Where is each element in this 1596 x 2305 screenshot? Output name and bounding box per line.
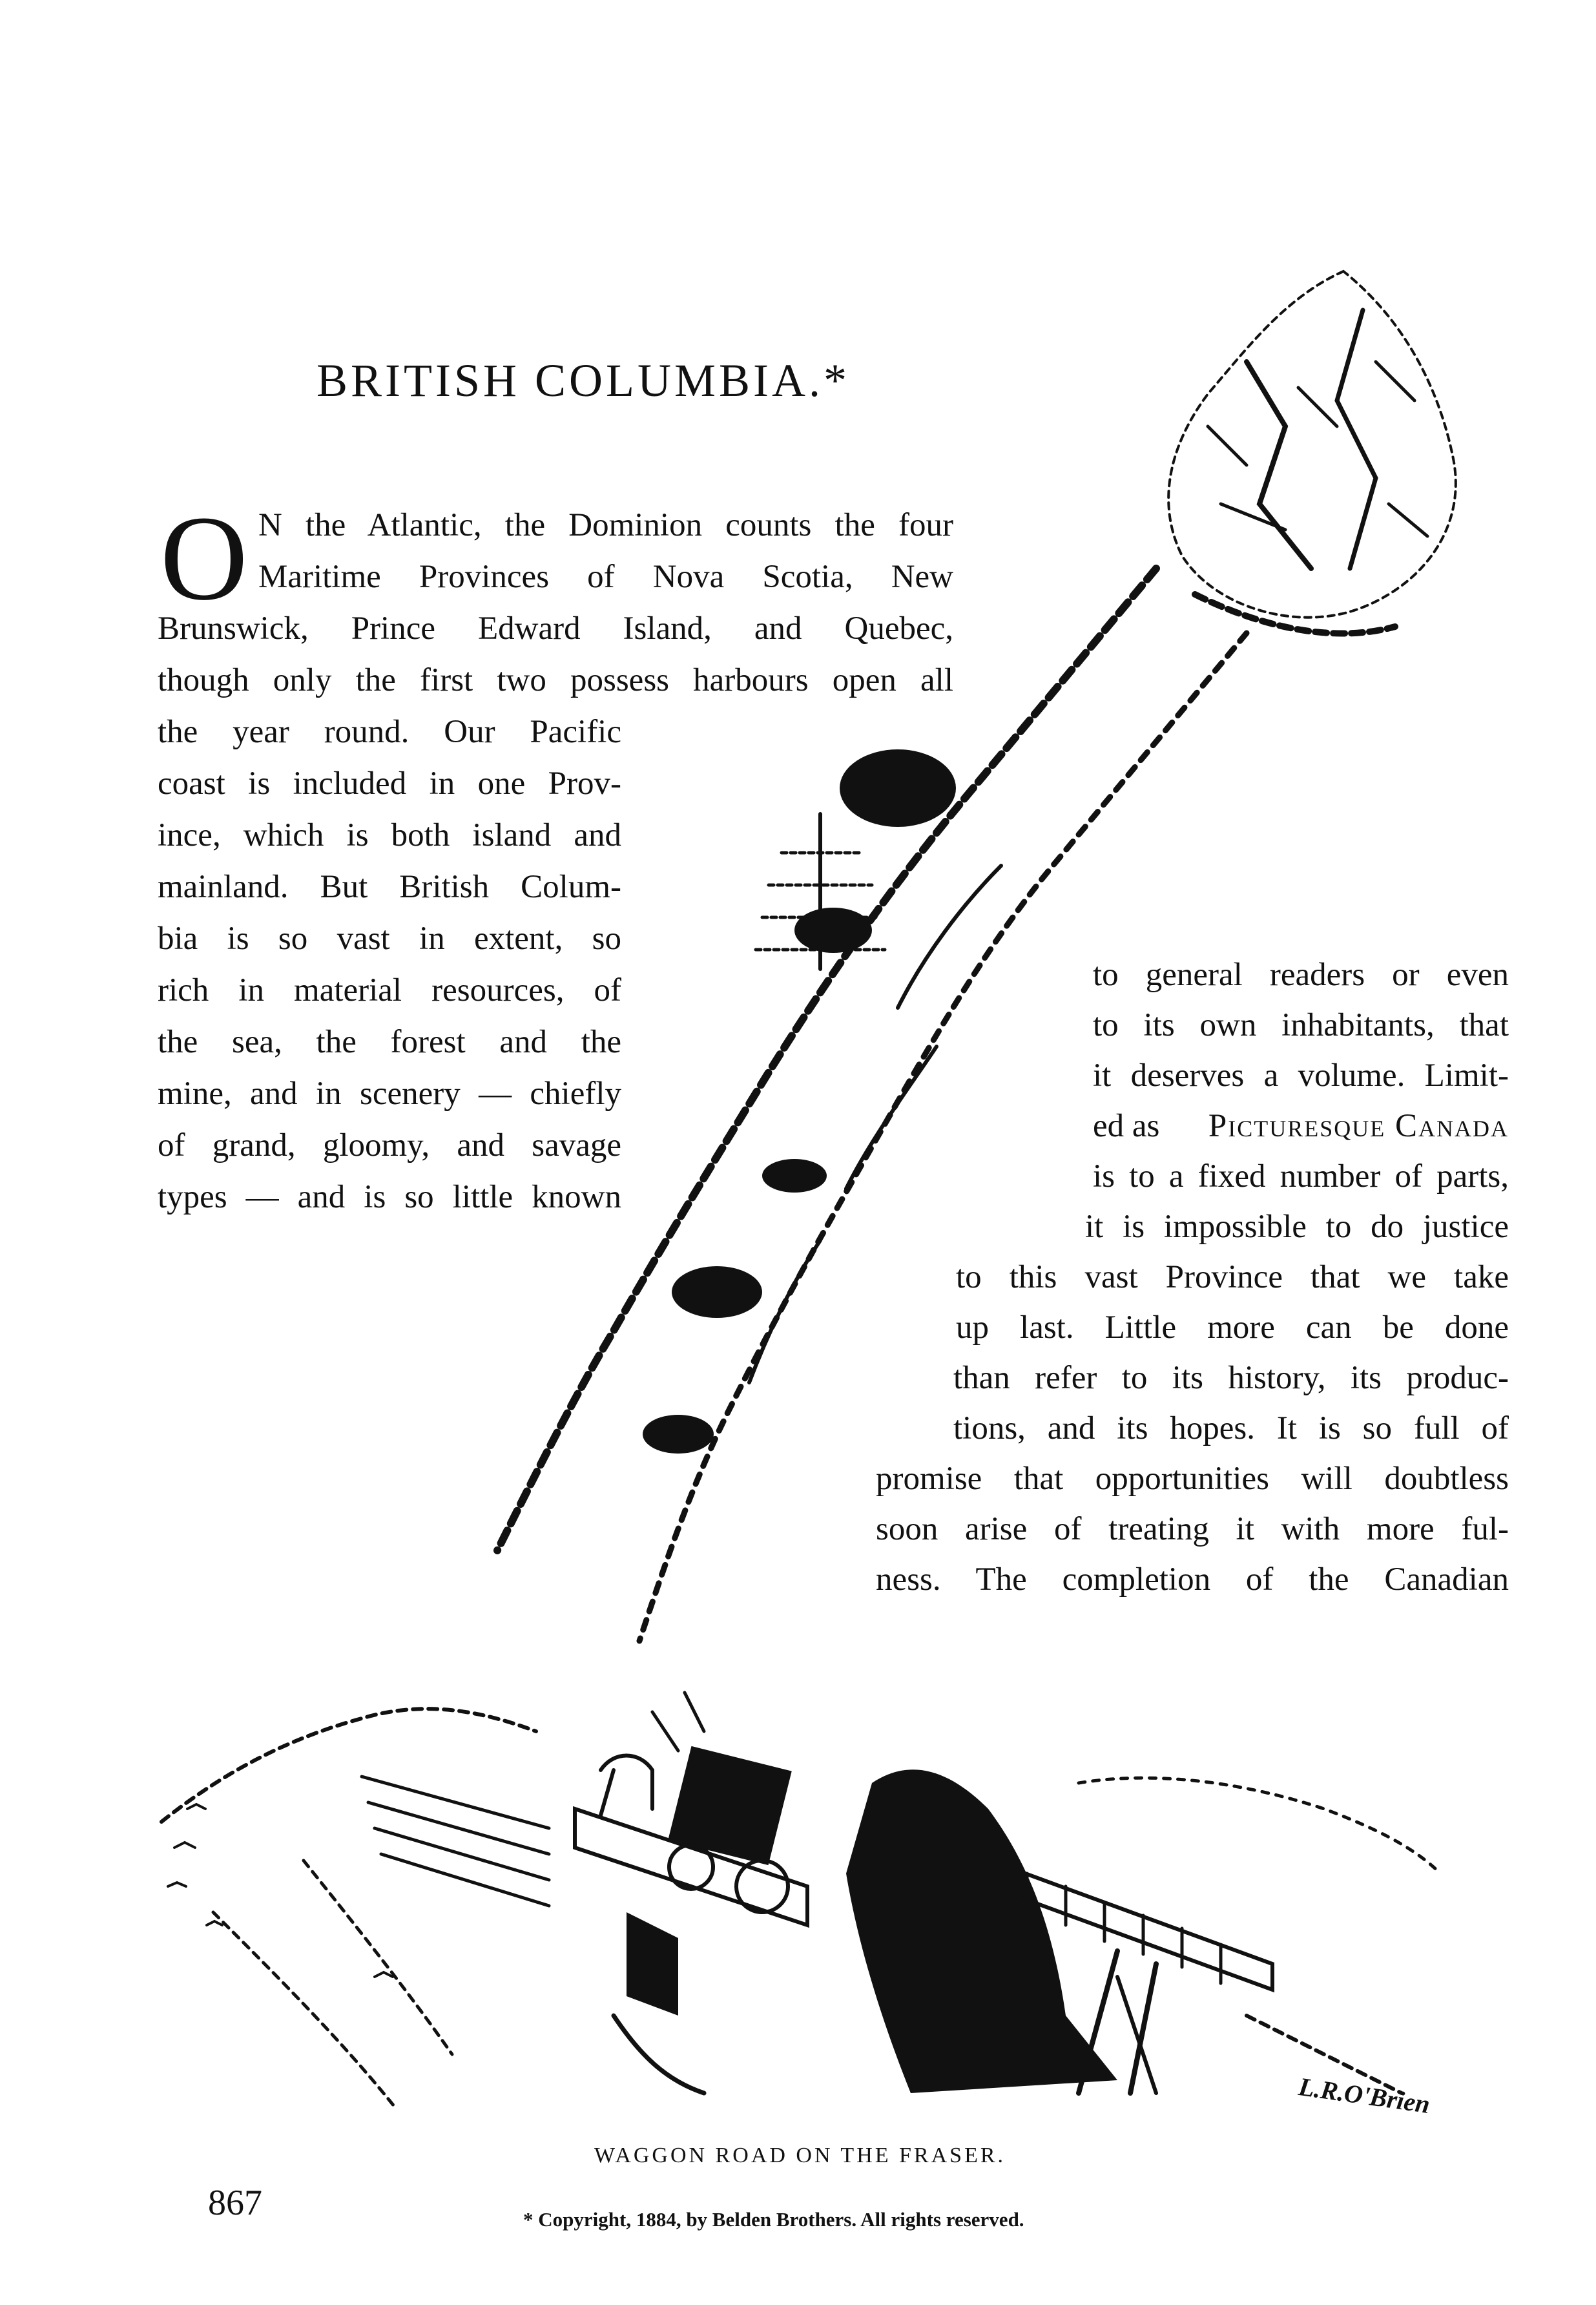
dark-tree-masses <box>643 749 956 1454</box>
text-line: coast is included in one Prov- <box>158 766 621 802</box>
text-line: to general readers or even <box>1093 957 1509 993</box>
text-line: though only the first two possess harbours open all <box>158 662 953 698</box>
text-line: it is impossible to do justice <box>1085 1209 1509 1245</box>
text-line: ince, which is both island and <box>158 817 621 853</box>
copyright-footnote: * Copyright, 1884, by Belden Brothers. All rights reserved. <box>523 2208 1024 2231</box>
page-number: 867 <box>208 2183 262 2223</box>
text-line: rich in material resources, of <box>158 972 621 1008</box>
right-hillside <box>1079 1778 1440 2093</box>
text-line: promise that opportunities will doubtless <box>876 1461 1509 1497</box>
drop-cap: O <box>160 490 248 625</box>
text-fragment: ed as <box>1093 1108 1160 1144</box>
text-line: the sea, the forest and the <box>158 1024 621 1060</box>
text-line: up last. Little more can be done <box>956 1309 1509 1346</box>
artist-signature: L.R.O'Brien <box>1296 2071 1432 2120</box>
birds <box>168 1804 393 1977</box>
text-line: soon arise of treating it with more ful- <box>876 1511 1509 1547</box>
text-line: Maritime Provinces of Nova Scotia, New <box>258 559 953 595</box>
text-line: to this vast Province that we take <box>956 1259 1509 1295</box>
text-line: of grand, gloomy, and savage <box>158 1127 621 1163</box>
text-line: Brunswick, Prince Edward Island, and Quebec, <box>158 610 953 647</box>
text-line: is to a fixed number of parts, <box>1093 1158 1509 1194</box>
text-line: mine, and in scenery — chiefly <box>158 1076 621 1112</box>
text-line: than refer to its history, its produc- <box>953 1360 1509 1396</box>
text-line: bia is so vast in extent, so <box>158 921 621 957</box>
text-line: ness. The completion of the Canadian <box>876 1561 1509 1598</box>
publication-name: Picturesque Canada <box>1208 1108 1509 1144</box>
text-line: the year round. Our Pacific <box>158 714 621 750</box>
text-line: to its own inhabitants, that <box>1093 1007 1509 1043</box>
upper-trees <box>1168 271 1456 633</box>
text-line <box>1093 1107 1509 1145</box>
illustration-caption: WAGGON ROAD ON THE FRASER. <box>594 2143 1006 2167</box>
fir-tree <box>756 814 885 969</box>
text-line: mainland. But British Colum- <box>158 869 621 905</box>
text-line: tions, and its hopes. It is so full of <box>953 1410 1509 1446</box>
text-line: N the Atlantic, the Dominion counts the four <box>258 507 953 543</box>
text-line: it deserves a volume. Limit- <box>1093 1058 1509 1094</box>
page-title: BRITISH COLUMBIA.* <box>316 355 851 406</box>
stagecoach <box>575 1693 807 1925</box>
text-line: types — and is so little known <box>158 1179 621 1215</box>
lower-left-cliff <box>161 1709 549 2106</box>
